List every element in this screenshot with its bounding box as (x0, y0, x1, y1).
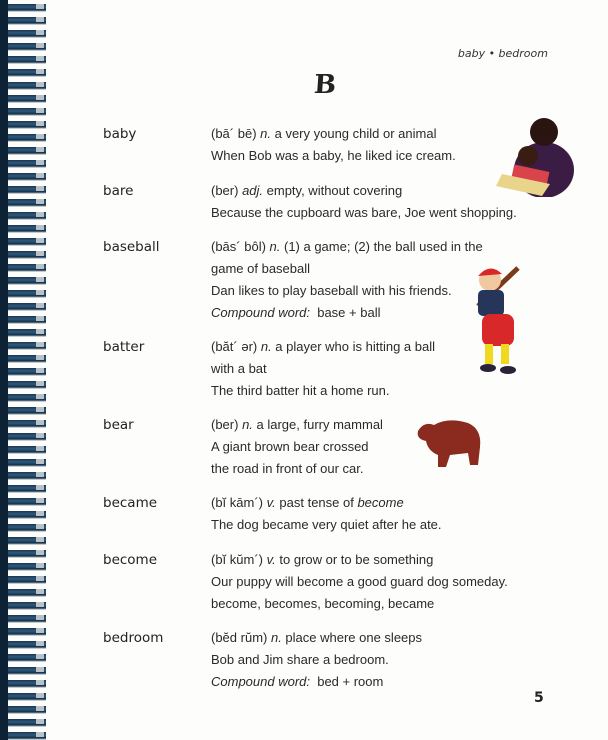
definition-line (211, 280, 483, 302)
italic-text: adj. (242, 183, 264, 198)
italic-text: n. (260, 126, 271, 141)
definition-line (211, 414, 383, 436)
definition-line (211, 358, 435, 380)
entry-word: baby (103, 126, 137, 142)
italic-text: v. (266, 495, 276, 510)
italic-text: become (357, 495, 404, 510)
text-segment: a large, furry mammal (252, 417, 383, 432)
italic-text: n. (242, 417, 253, 432)
bear-illustration (410, 415, 485, 470)
definition-line (211, 202, 517, 224)
definition-line (211, 180, 517, 202)
entry-word: batter (103, 339, 145, 355)
text-segment: (ber) (211, 183, 243, 198)
definition-line (211, 649, 422, 671)
text-segment: bed + room (310, 674, 384, 689)
text-segment: to grow or to be something (275, 552, 434, 567)
text-segment: a player who is hitting a ball (271, 339, 435, 354)
page-number: 5 (534, 690, 544, 706)
text-segment: (bā´ bē) (211, 126, 261, 141)
text-segment: (bĕd rŭm) (211, 630, 271, 645)
entry-word: bear (103, 417, 134, 433)
definition-line (211, 336, 435, 358)
entry-definition (211, 180, 517, 224)
italic-text: n. (260, 339, 272, 354)
text-segment: with a bat (211, 361, 267, 376)
entry-word: became (103, 495, 158, 511)
entry-definition (211, 549, 508, 615)
text-segment: game of baseball (211, 261, 311, 276)
entry-word: become (103, 552, 158, 568)
definition-line (211, 627, 422, 649)
section-letter: B (312, 70, 338, 100)
italic-text: Compound word: (211, 305, 310, 320)
running-head: baby • bedroom (457, 47, 548, 60)
definition-line (211, 492, 442, 514)
definition-line (211, 458, 383, 480)
definition-line (211, 671, 422, 693)
entry-word: baseball (103, 239, 160, 255)
definition-line (211, 302, 483, 324)
definition-line (211, 258, 483, 280)
text-segment: Our puppy will become a good guard dog someday. (211, 574, 508, 589)
definition-line (211, 436, 383, 458)
definition-line (211, 236, 483, 258)
text-segment: (bĭ kām´) (211, 495, 267, 510)
text-segment: the road in front of our car. (211, 461, 364, 476)
entry-word: bedroom (103, 630, 164, 646)
text-segment: (1) a game; (2) the ball used in the (280, 239, 483, 254)
text-segment: The third batter hit a home run. (211, 383, 390, 398)
italic-text: Compound word: (211, 674, 310, 689)
entry-definition (211, 336, 435, 402)
text-segment: (bĭ kŭm´) (211, 552, 267, 567)
definition-line (211, 593, 508, 615)
text-segment: become, becomes, becoming, became (211, 596, 435, 611)
text-segment: Dan likes to play baseball with his friends. (211, 283, 452, 298)
definition-line (211, 145, 456, 167)
entry-definition (211, 492, 442, 536)
text-segment: (bās´ bôl) (211, 239, 270, 254)
text-segment: Bob and Jim share a bedroom. (211, 652, 389, 667)
text-segment: (ber) (211, 417, 243, 432)
entry-definition (211, 123, 456, 167)
text-segment: a very young child or animal (270, 126, 437, 141)
entry-word: bare (103, 183, 134, 199)
italic-text: n. (269, 239, 281, 254)
italic-text: v. (266, 552, 276, 567)
entry-definition (211, 627, 422, 693)
text-segment: place where one sleeps (281, 630, 423, 645)
text-segment: Because the cupboard was bare, Joe went shopping. (211, 205, 517, 220)
definition-line (211, 380, 435, 402)
text-segment: The dog became very quiet after he ate. (211, 517, 442, 532)
text-segment: base + ball (310, 305, 381, 320)
text-segment: empty, without covering (263, 183, 403, 198)
text-segment: A giant brown bear crossed (211, 439, 369, 454)
text-segment: (băt´ ər) (211, 339, 261, 354)
entry-definition (211, 414, 383, 480)
italic-text: n. (270, 630, 282, 645)
definition-line (211, 549, 508, 571)
text-segment: past tense of (275, 495, 358, 510)
entry-definition (211, 236, 483, 324)
spiral-binding (0, 0, 46, 740)
definition-line (211, 514, 442, 536)
definition-line (211, 123, 456, 145)
definition-line (211, 571, 508, 593)
text-segment: When Bob was a baby, he liked ice cream. (211, 148, 456, 163)
